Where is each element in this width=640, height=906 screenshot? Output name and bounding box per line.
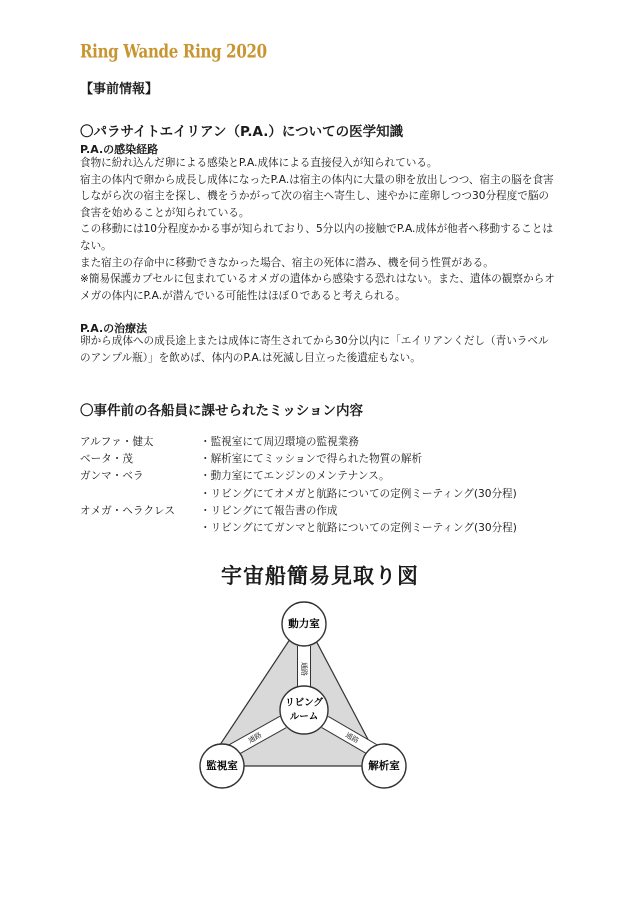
infection-text [80,155,558,304]
infection-paragraph: 食物に紛れ込んだ卵による感染とP.A.成体による直接侵入が知られている。 [80,157,438,169]
corridor-label: 通路 [246,731,264,745]
infection-heading: P.A.の感染経路 [80,143,159,156]
room-label-living: ルーム [289,711,319,723]
corridor-label: 通路 [300,662,308,676]
crew-name: ベータ・茂 [80,453,133,466]
treatment-text [80,333,558,366]
crew-task: ・リビングにてオメガと航路についての定例ミーティング(30分程) [200,487,517,500]
map-title: 宇宙船簡易見取り図 [221,563,419,588]
room-label-living: リビング [285,697,323,709]
crew-row [80,503,517,537]
infection-paragraph: 宿主の体内で卵から成長し成体になったP.A.は宿主の体内に大量の卵を放出しつつ、宿主の脳を食害しながら次の宿主を探し、機をうかがって次の宿主へ寄生し、速やかに産卵しつつ30分程度で脳の食害を始めることが知られている。 [80,173,554,219]
crew-mission-list [80,434,517,537]
crew-task: ・動力室にてエンジンのメンテナンス。 [200,470,390,483]
room-label-power: 動力室 [288,618,320,630]
section-title-medical: 〇パラサイトエイリアン（P.A.）についての医学知識 [80,124,404,140]
corridor-label: 通路 [343,731,361,745]
doc-label: 【事前情報】 [80,82,159,97]
crew-name: オメガ・ヘラクレス [80,504,175,517]
section-title-missions: 〇事件前の各船員に課せられたミッション内容 [80,403,363,419]
treatment-paragraph: 卵から成体への成長途上または成体に寄生されてから30分以内に「エイリアンくだし（青いラベルのアンプル瓶）」を飲めば、体内のP.A.は死滅し目立った後遺症もない。 [80,335,549,364]
crew-row [80,451,517,468]
crew-row [80,468,517,502]
crew-task: ・リビングにてガンマと航路についての定例ミーティング(30分程) [200,522,517,535]
crew-name: アルファ・健太 [80,436,154,448]
infection-paragraph: ※簡易保護カプセルに包まれているオメガの遺体から感染する恐れはない。また、遺体の観察からオメガの体内にP.A.が潜んでいる可能性はほぼ０であると考えられる。 [80,273,555,302]
crew-row [80,434,517,451]
crew-task: ・監視室にて周辺環境の監視業務 [200,436,359,448]
crew-task: ・解析室にてミッションで得られた物質の解析 [200,453,423,466]
treatment-heading: P.A.の治療法 [80,322,148,335]
crew-task: ・リビングにて報告書の作成 [200,504,338,517]
room-label-monitor: 監視室 [206,760,238,772]
brand-logo: Ring Wande Ring 2020 [80,40,267,63]
infection-paragraph: この移動には10分程度かかる事が知られており、5分以内の接触でP.A.成体が他者へ移動することはない。 [80,223,554,252]
crew-name: ガンマ・ベラ [80,470,144,483]
infection-paragraph: また宿主の存命中に移動できなかった場合、宿主の死体に潜み、機を伺う性質がある。 [80,256,494,269]
room-living [280,686,328,734]
ship-floor-plan [180,596,420,796]
room-label-analysis: 解析室 [368,760,400,772]
